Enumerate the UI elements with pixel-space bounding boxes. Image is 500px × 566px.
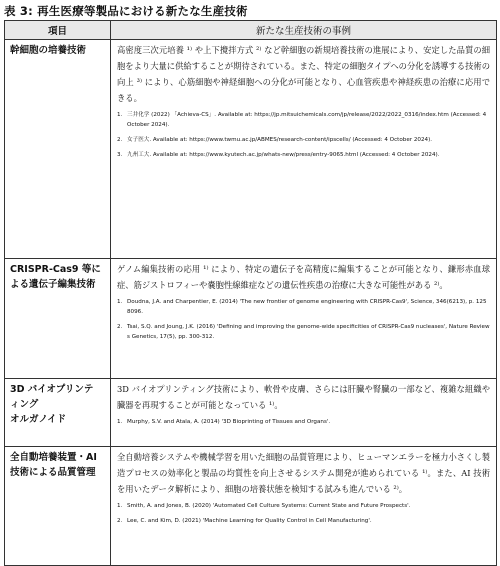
reference-text: 九州工大. Available at: https://www.kyutech.ac.jp/whats-new/press/entry-9065.html (Accessed: 4 October 2024). [127, 152, 440, 158]
reference-text: Doudna, J.A. and Charpentier, E. (2014) 'The new frontier of genome engineering with CRISPR-Cas9', Science, 346(6213), p. 1258096. [127, 299, 487, 315]
reference-list [117, 297, 490, 342]
description-text: 全自動培養システムや機械学習を用いた細胞の品質管理により、ヒューマンエラーを極力小さくし製造プロセスの効率化と製品の均質性を向上させるシステム開発が進められている ¹⁾。また、AI 技術を用いたデータ解析により、細胞の培養状態を検知する試みも進んでいる ²⁾。 [117, 452, 490, 494]
reference-item: 2. 女子医大. Available at: https://www.twmu.ac.jp/ABMES/research-content/ipscells/ (Accessed: 4 October 2024). [117, 137, 433, 143]
item-line: CRISPR-Cas9 等に [10, 264, 101, 275]
reference-text: 女子医大. Available at: https://www.twmu.ac.jp/ABMES/research-content/ipscells/ (Accessed: 4 October 2024). [127, 137, 433, 143]
table-header-row [5, 21, 497, 40]
row-item-label [5, 40, 111, 259]
item-line: 幹細胞の培養技術 [10, 45, 87, 56]
item-line: ィング [10, 399, 39, 410]
row-item-label [5, 379, 111, 447]
reference-item: 2. Tsai, S.Q. and Joung, J.K. (2016) 'Defining and improving the genome-wide specificities of CRISPR-Cas9 nucleases', Nature Reviews Genetics, 17(5), pp. 300-312. [117, 324, 490, 340]
reference-text: Smith, A. and Jones, B. (2020) 'Automated Cell Culture Systems: Current State and Future Prospects'. [127, 503, 411, 509]
row-description [111, 379, 497, 447]
description-text: ゲノム編集技術の応用 ¹⁾ により、特定の遺伝子を高精度に編集することが可能となり、鎌形赤血球症、筋ジストロフィーや嚢胞性線維症などの遺伝性疾患の治療に大きな可能性がある ²⁾。 [117, 264, 490, 290]
item-line: 全自動培養装置・AI [10, 452, 97, 463]
reference-item: 1. Smith, A. and Jones, B. (2020) 'Automated Cell Culture Systems: Current State and Future Prospects'. [117, 503, 411, 509]
row-description [111, 447, 497, 566]
item-line: オルガノイド [10, 414, 67, 425]
reference-item: 1. 三井化学 (2022) 「Achieva-CS」. Available at: https://jp.mitsuichemicals.com/jp/release/2022/2022_0316/index.htm (Accessed: 4 October 2024). [117, 112, 487, 128]
table-caption: 表 3: 再生医療等製品における新たな生産技術 [4, 4, 248, 18]
reference-item: 1. Murphy, S.V. and Atala, A. (2014) '3D Bioprinting of Tissues and Organs'. [117, 419, 331, 425]
header-item: 項目 [5, 21, 111, 40]
description-text: 高密度三次元培養 ¹⁾ や上下攪拌方式 ²⁾ など幹細胞の新規培養技術の進展により、安定した品質の細胞をより大量に供給することが期待されている。また、特定の細胞タイプへの分化を誘導する技術の向上 ³⁾ により、心筋細胞や神経細胞への分化が可能となり、心血管疾患や神経疾患の治療に応用できる。 [117, 45, 490, 103]
reference-text: Murphy, S.V. and Atala, A. (2014) '3D Bioprinting of Tissues and Organs'. [127, 419, 331, 425]
item-line: 技術による品質管理 [10, 467, 96, 478]
reference-text: Lee, C. and Kim, D. (2021) 'Machine Learning for Quality Control in Cell Manufacturing'. [127, 518, 372, 524]
reference-text: Tsai, S.Q. and Joung, J.K. (2016) 'Defining and improving the genome-wide specificities of CRISPR-Cas9 nucleases', Nature Reviews Genetics, 17(5), pp. 300-312. [127, 324, 490, 340]
reference-item: 2. Lee, C. and Kim, D. (2021) 'Machine Learning for Quality Control in Cell Manufacturing'. [117, 518, 372, 524]
reference-list [117, 501, 490, 526]
header-examples: 新たな生産技術の事例 [111, 21, 497, 40]
row-item-label [5, 259, 111, 379]
row-item-label [5, 447, 111, 566]
table-row [5, 379, 497, 447]
description-text: 3D バイオプリンティング技術により、軟骨や皮膚、さらには肝臓や腎臓の一部など、複雑な組織や臓器を再現することが可能となっている ¹⁾。 [117, 384, 490, 410]
table-row [5, 40, 497, 259]
table-row [5, 447, 497, 566]
reference-item: 1. Doudna, J.A. and Charpentier, E. (2014) 'The new frontier of genome engineering with CRISPR-Cas9', Science, 346(6213), p. 1258096. [117, 299, 487, 315]
reference-text: 三井化学 (2022) 「Achieva-CS」. Available at: https://jp.mitsuichemicals.com/jp/release/2022/2022_0316/index.htm (Accessed: 4 October 2024). [127, 112, 487, 128]
reference-list [117, 417, 490, 427]
table-row [5, 259, 497, 379]
row-description [111, 259, 497, 379]
item-line: 3D バイオプリンテ [10, 384, 94, 395]
row-description [111, 40, 497, 259]
item-line: よる遺伝子編集技術 [10, 279, 96, 290]
reference-list [117, 110, 490, 160]
reference-item: 3. 九州工大. Available at: https://www.kyutech.ac.jp/whats-new/press/entry-9065.html (Accessed: 4 October 2024). [117, 152, 440, 158]
technology-table [4, 20, 497, 566]
